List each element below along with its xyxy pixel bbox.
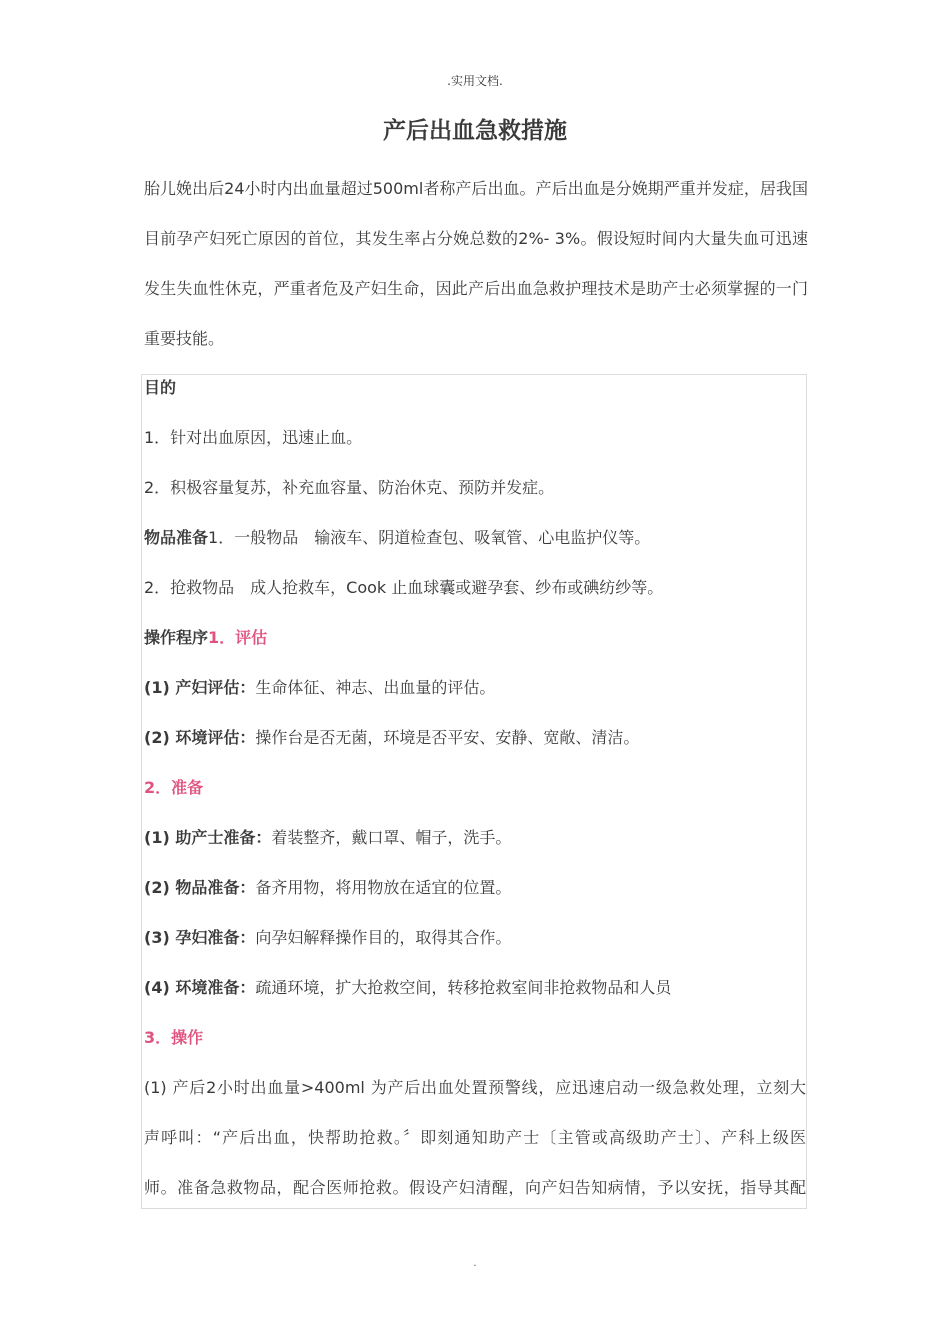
procedure-line-1 [144,625,806,648]
step1-item-2-text: 操作台是否无菌，环境是否平安、安静、宽敞、清洁。 [255,728,640,747]
purpose-heading: 目的 [144,378,177,397]
supplies-heading: 物品准备 [144,528,209,547]
step2-item-1-label: (1) 助产士准备： [144,828,272,847]
step1-item-1-label: (1) 产妇评估： [144,678,256,697]
step3-line-3: 师。准备急救物品，配合医师抢救。假设产妇清醒，向产妇告知病情，予以安抚，指导其配 [144,1178,806,1197]
intro-paragraph: 胎儿娩出后24小时内出血量超过500ml者称产后出血。产后出血是分娩期严重并发症，居我国目前孕产妇死亡原因的首位，其发生率占分娩总数的2%- 3%。假设短时间内大量失血可迅速发生失血性休克，严重者危及产妇生命，因此产后出血急救护理技术是助产士必须掌握的一门重要技能。 [144,179,808,348]
step2-item-1-text: 着装整齐，戴口罩、帽子，洗手。 [271,828,512,847]
step2-item-2 [144,875,806,898]
page-footer: . [473,1258,477,1269]
step3-line-2: 声呼叫：“产后出血，快帮助抢救。〞即刻通知助产士〔主管或高级助产士〕、产科上级医 [144,1128,806,1147]
step1-item-2-label: (2) 环境评估： [144,728,256,747]
step1-item-1 [144,675,806,698]
supplies-item-1: 1．一般物品 输液车、阴道检查包、吸氧管、心电监护仪等。 [208,528,651,547]
step2-item-4-label: (4) 环境准备： [144,978,256,997]
purpose-item-2: 2．积极容量复苏，补充血容量、防治休克、预防并发症。 [144,478,555,497]
document-title: 产后出血急救措施 [383,118,567,144]
purpose-item-1: 1．针对出血原因，迅速止血。 [144,428,363,447]
procedure-heading: 操作程序 [144,628,209,647]
step2-item-4-text: 疏通环境，扩大抢救空间，转移抢救室间非抢救物品和人员 [255,978,672,997]
step2-title: 2．准备 [144,778,204,797]
supplies-item-2: 2．抢救物品 成人抢救车，Cook 止血球囊或避孕套、纱布或碘纺纱等。 [144,578,664,597]
step3-line-1: (1) 产后2小时出血量>400ml 为产后出血处置预警线，应迅速启动一级急救处理，立刻大 [144,1078,806,1097]
step1-item-2 [144,725,806,748]
step1-item-1-text: 生命体征、神志、出血量的评估。 [255,678,496,697]
step2-item-2-label: (2) 物品准备： [144,878,256,897]
step2-item-3 [144,925,806,948]
step2-item-3-label: (3) 孕妇准备： [144,928,256,947]
step2-item-4 [144,975,806,998]
step2-item-1 [144,825,806,848]
step2-item-3-text: 向孕妇解释操作目的，取得其合作。 [255,928,512,947]
step2-item-2-text: 备齐用物，将用物放在适宜的位置。 [255,878,512,897]
step1-title: 1．评估 [208,628,268,647]
supplies-line-1 [144,525,806,548]
page-header: .实用文档. [447,74,503,88]
content-box [141,374,807,1209]
step3-title: 3．操作 [144,1028,204,1047]
